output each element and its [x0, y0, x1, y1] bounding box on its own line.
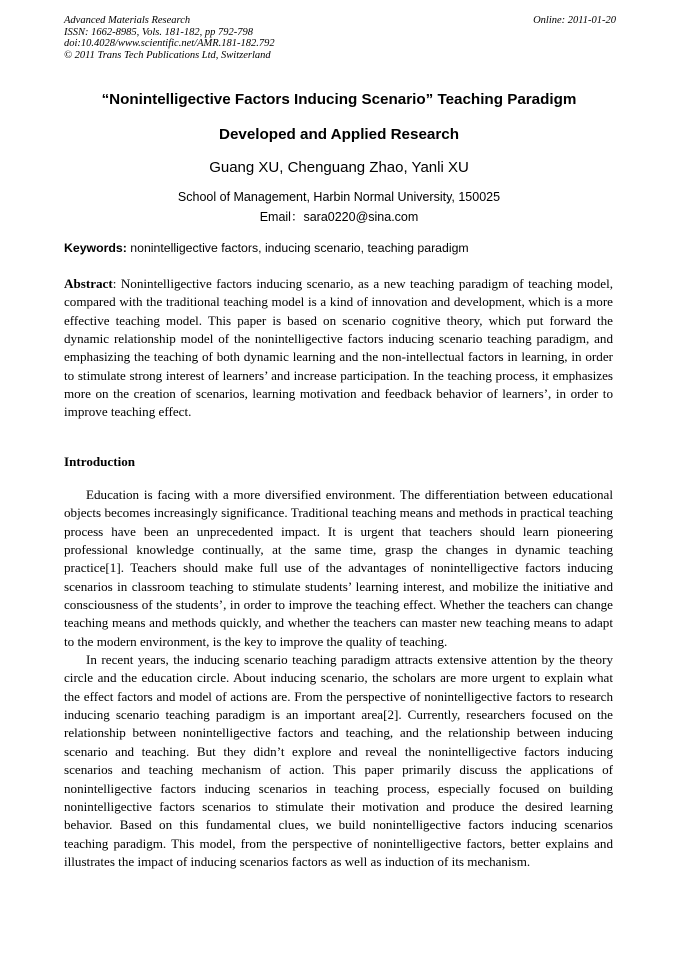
introduction-paragraph: In recent years, the inducing scenario teaching paradigm attracts extensive attention by the theory circle and the education circle. About inducing scenario, the scholars are more urgent to explain what the effect factors and model of actions are. From the perspective of nonintelligective factors to research inducing scenario teaching paradigm is an important area[2]. Currently, researchers focused on the relationship between nonintelligective factors and teaching, and the relationship between inducing scenario and teaching. But they didn’t explore and reveal the nonintelligective factors inducing scenarios and teaching mechanism of action. This paper primarily discuss the applications of nonintelligective factors inducing scenarios in teaching process, especially focused on building nonintelligective factors scenarios to stimulate their motivation and produce the desired learning behavior. Based on this fundamental clues, we build nonintelligective factors inducing scenarios teaching paradigm. This model, from the perspective of nonintelligective factors, better explains and illustrates the impact of inducing scenarios factors as well as induction of its mechanism. [64, 652, 613, 869]
paper-title-line-1: “Nonintelligective Factors Inducing Scenario” Teaching Paradigm [101, 91, 577, 108]
introduction-heading: Introduction [64, 454, 136, 469]
abstract-label: Abstract [64, 276, 113, 291]
keywords-label: Keywords: [64, 241, 127, 255]
copyright-line: © 2011 Trans Tech Publications Ltd, Switzerland [64, 49, 271, 61]
online-date: Online: 2011-01-20 [533, 15, 616, 26]
keywords-text: nonintelligective factors, inducing scenario, teaching paradigm [126, 241, 469, 255]
doi-line: doi:10.4028/www.scientific.net/AMR.181-182.792 [64, 38, 275, 50]
introduction-paragraph: Education is facing with a more diversified environment. The differentiation between educational objects becomes increasingly significance. Traditional teaching means and methods in practical teaching process have been an unprecedented impact. It is urgent that teachers should learn pioneering professional knowledge continually, at the same time, grasp the changes in dynamic teaching practice[1]. Teachers should make full use of the advantages of nonintelligective factors inducing scenarios in classroom teaching to stimulate students’ learning interest, and mobilize the initiative and consciousness of the students’, in order to improve the teaching effect. Whether the teachers can change teaching means and methods quickly, and whether the teachers can master new teaching means to adapt to the modern environment, is the key to improve the quality of teaching. [64, 487, 613, 649]
abstract-paragraph [64, 275, 613, 422]
abstract-text: : Nonintelligective factors inducing scenario, as a new teaching paradigm of teaching model, compared with the traditional teaching model is a kind of innovation and development, which is a more effective teaching model. This paper is based on scenario cognitive theory, which put forward the dynamic relationship model of the nonintelligective factors inducing scenario teaching paradigm, and emphasizing the teaching of both dynamic learning and the non-intellectual factors in learning, in order to stimulate strong interest of learners’ and increase participation. In the teaching process, it emphasizes more on the creation of scenarios, learning motivation and feedback behavior of learners’, in order to improve teaching effect. [64, 276, 613, 420]
issn-line: ISSN: 1662-8985, Vols. 181-182, pp 792-798 [64, 26, 253, 38]
introduction-body [64, 486, 613, 871]
journal-name: Advanced Materials Research [64, 15, 191, 26]
author-list: Guang XU, Chenguang Zhao, Yanli XU [209, 159, 469, 176]
affiliation: School of Management, Harbin Normal University, 150025 [177, 190, 501, 204]
contact-email: Email：sara0220@sina.com [259, 210, 419, 224]
journal-header [64, 15, 616, 61]
keywords-line [64, 241, 616, 255]
paper-title-line-2: Developed and Applied Research [219, 126, 459, 143]
